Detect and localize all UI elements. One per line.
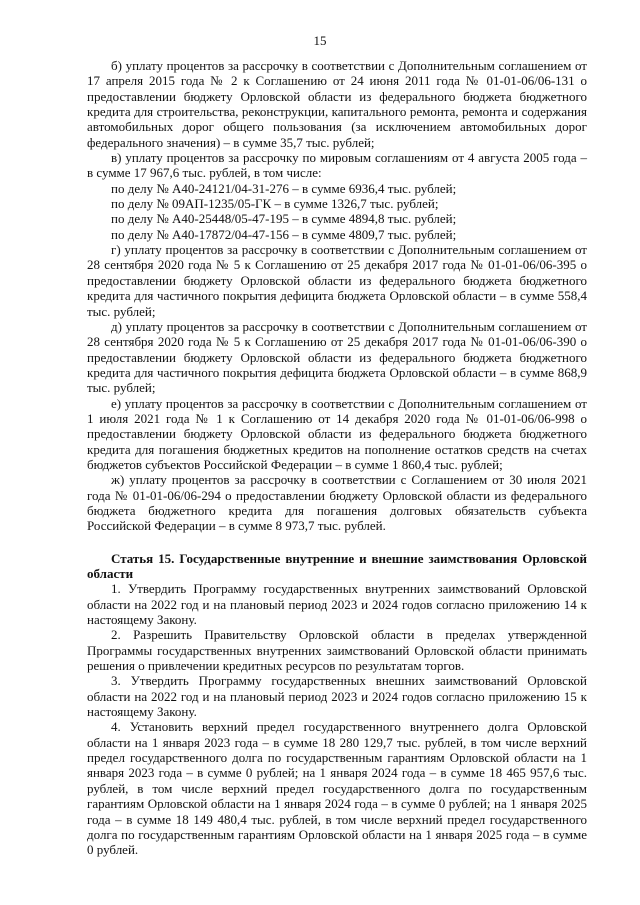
document-body bbox=[87, 58, 587, 858]
case-item: по делу № А40-17872/04-47-156 – в сумме 4809,7 тыс. рублей; bbox=[111, 226, 457, 242]
case-item: по делу № А40-25448/05-47-195 – в сумме 4894,8 тыс. рублей; bbox=[111, 211, 457, 227]
case-item: по делу № А40-24121/04-31-276 – в сумме 6936,4 тыс. рублей; bbox=[111, 180, 457, 196]
article-heading: Статья 15. Государственные внутренние и внешние заимствования Орловской области bbox=[87, 550, 587, 581]
page-number: 15 bbox=[313, 33, 327, 48]
paragraph-b: б) уплату процентов за рассрочку в соответствии с Дополнительным соглашением от 17 апреля 2015 года № 2 к Соглашению от 24 июня 2011 года № 01-01-06/06-131 о предоставлении бюджету Орловской области из федерального бюджета бюджетного кредита для строительства, реконструкции, капитального ремонта, ремонта и содержания автомобильных дорог общего пользования (за исключением автомобильных дорог федерального значения) – в сумме 35,7 тыс. рублей; bbox=[87, 58, 587, 150]
paragraph-g: г) уплату процентов за рассрочку в соответствии с Дополнительным соглашением от 28 сентября 2020 года № 5 к Соглашению от 25 декабря 2017 года № 01-01-06/06-395 о предоставлении бюджету Орловской области из федерального бюджета бюджетного кредита для частичного покрытия дефицита бюджета Орловской области – в сумме 558,4 тыс. рублей; bbox=[87, 242, 587, 319]
article-item-4: 4. Установить верхний предел государственного внутреннего долга Орловской области на 1 января 2023 года – в сумме 18 280 129,7 тыс. рублей, в том числе верхний предел государственного долга по государственным гарантиям Орловской области на 1 января 2023 года – в сумме 0 рублей; на 1 января 2024 года – в сумме 18 465 957,6 тыс. рублей, в том числе верхний предел государственного долга по государственным гарантиям Орловской области на 1 января 2024 года – в сумме 0 рублей; на 1 января 2025 года – в сумме 18 149 480,4 тыс. рублей, в том числе верхний предел государственного долга по государственным гарантиям Орловской области на 1 января 2025 года – в сумме 0 рублей. bbox=[87, 719, 587, 858]
paragraph-d: д) уплату процентов за рассрочку в соответствии с Дополнительным соглашением от 28 сентября 2020 года № 5 к Соглашению от 25 декабря 2017 года № 01-01-06/06-390 о предоставлении бюджету Орловской области из федерального бюджета бюджетного кредита для частичного покрытия дефицита бюджета Орловской области – в сумме 868,9 тыс. рублей; bbox=[87, 318, 587, 396]
paragraph-zh: ж) уплату процентов за рассрочку в соответствии с Соглашением от 30 июля 2021 года № 01-01-06/06-294 о предоставлении бюджету Орловской области из федерального бюджета бюджетного кредита для погашения долговых обязательств субъекта Российской Федерации – в сумме 8 973,7 тыс. рублей. bbox=[87, 472, 587, 534]
article-item-1: 1. Утвердить Программу государственных внутренних заимствований Орловской области на 2022 год и на плановый период 2023 и 2024 годов согласно приложению 14 к настоящему Закону. bbox=[87, 581, 587, 628]
article-item-2: 2. Разрешить Правительству Орловской области в пределах утвержденной Программы государственных внутренних заимствований Орловской области принимать решения о привлечении кредитных ресурсов по результатам торгов. bbox=[87, 627, 587, 674]
paragraph-v: в) уплату процентов за рассрочку по мировым соглашениям от 4 августа 2005 года – в сумме 17 967,6 тыс. рублей, в том числе: bbox=[87, 150, 587, 181]
case-item: по делу № 09АП-1235/05-ГК – в сумме 1326,7 тыс. рублей; bbox=[111, 196, 439, 212]
paragraph-e: е) уплату процентов за рассрочку в соответствии с Дополнительным соглашением от 1 июля 2021 года № 1 к Соглашению от 14 декабря 2020 года № 01-01-06/06-998 о предоставлении бюджету Орловской области из федерального бюджета бюджетного кредита для погашения бюджетных кредитов на пополнение остатков средств на счетах бюджетов субъектов Российской Федерации – в сумме 1 860,4 тыс. рублей; bbox=[87, 395, 587, 472]
article-item-3: 3. Утвердить Программу государственных внешних заимствований Орловской области на 2022 год и на плановый период 2023 и 2024 годов согласно приложению 15 к настоящему Закону. bbox=[87, 673, 587, 720]
